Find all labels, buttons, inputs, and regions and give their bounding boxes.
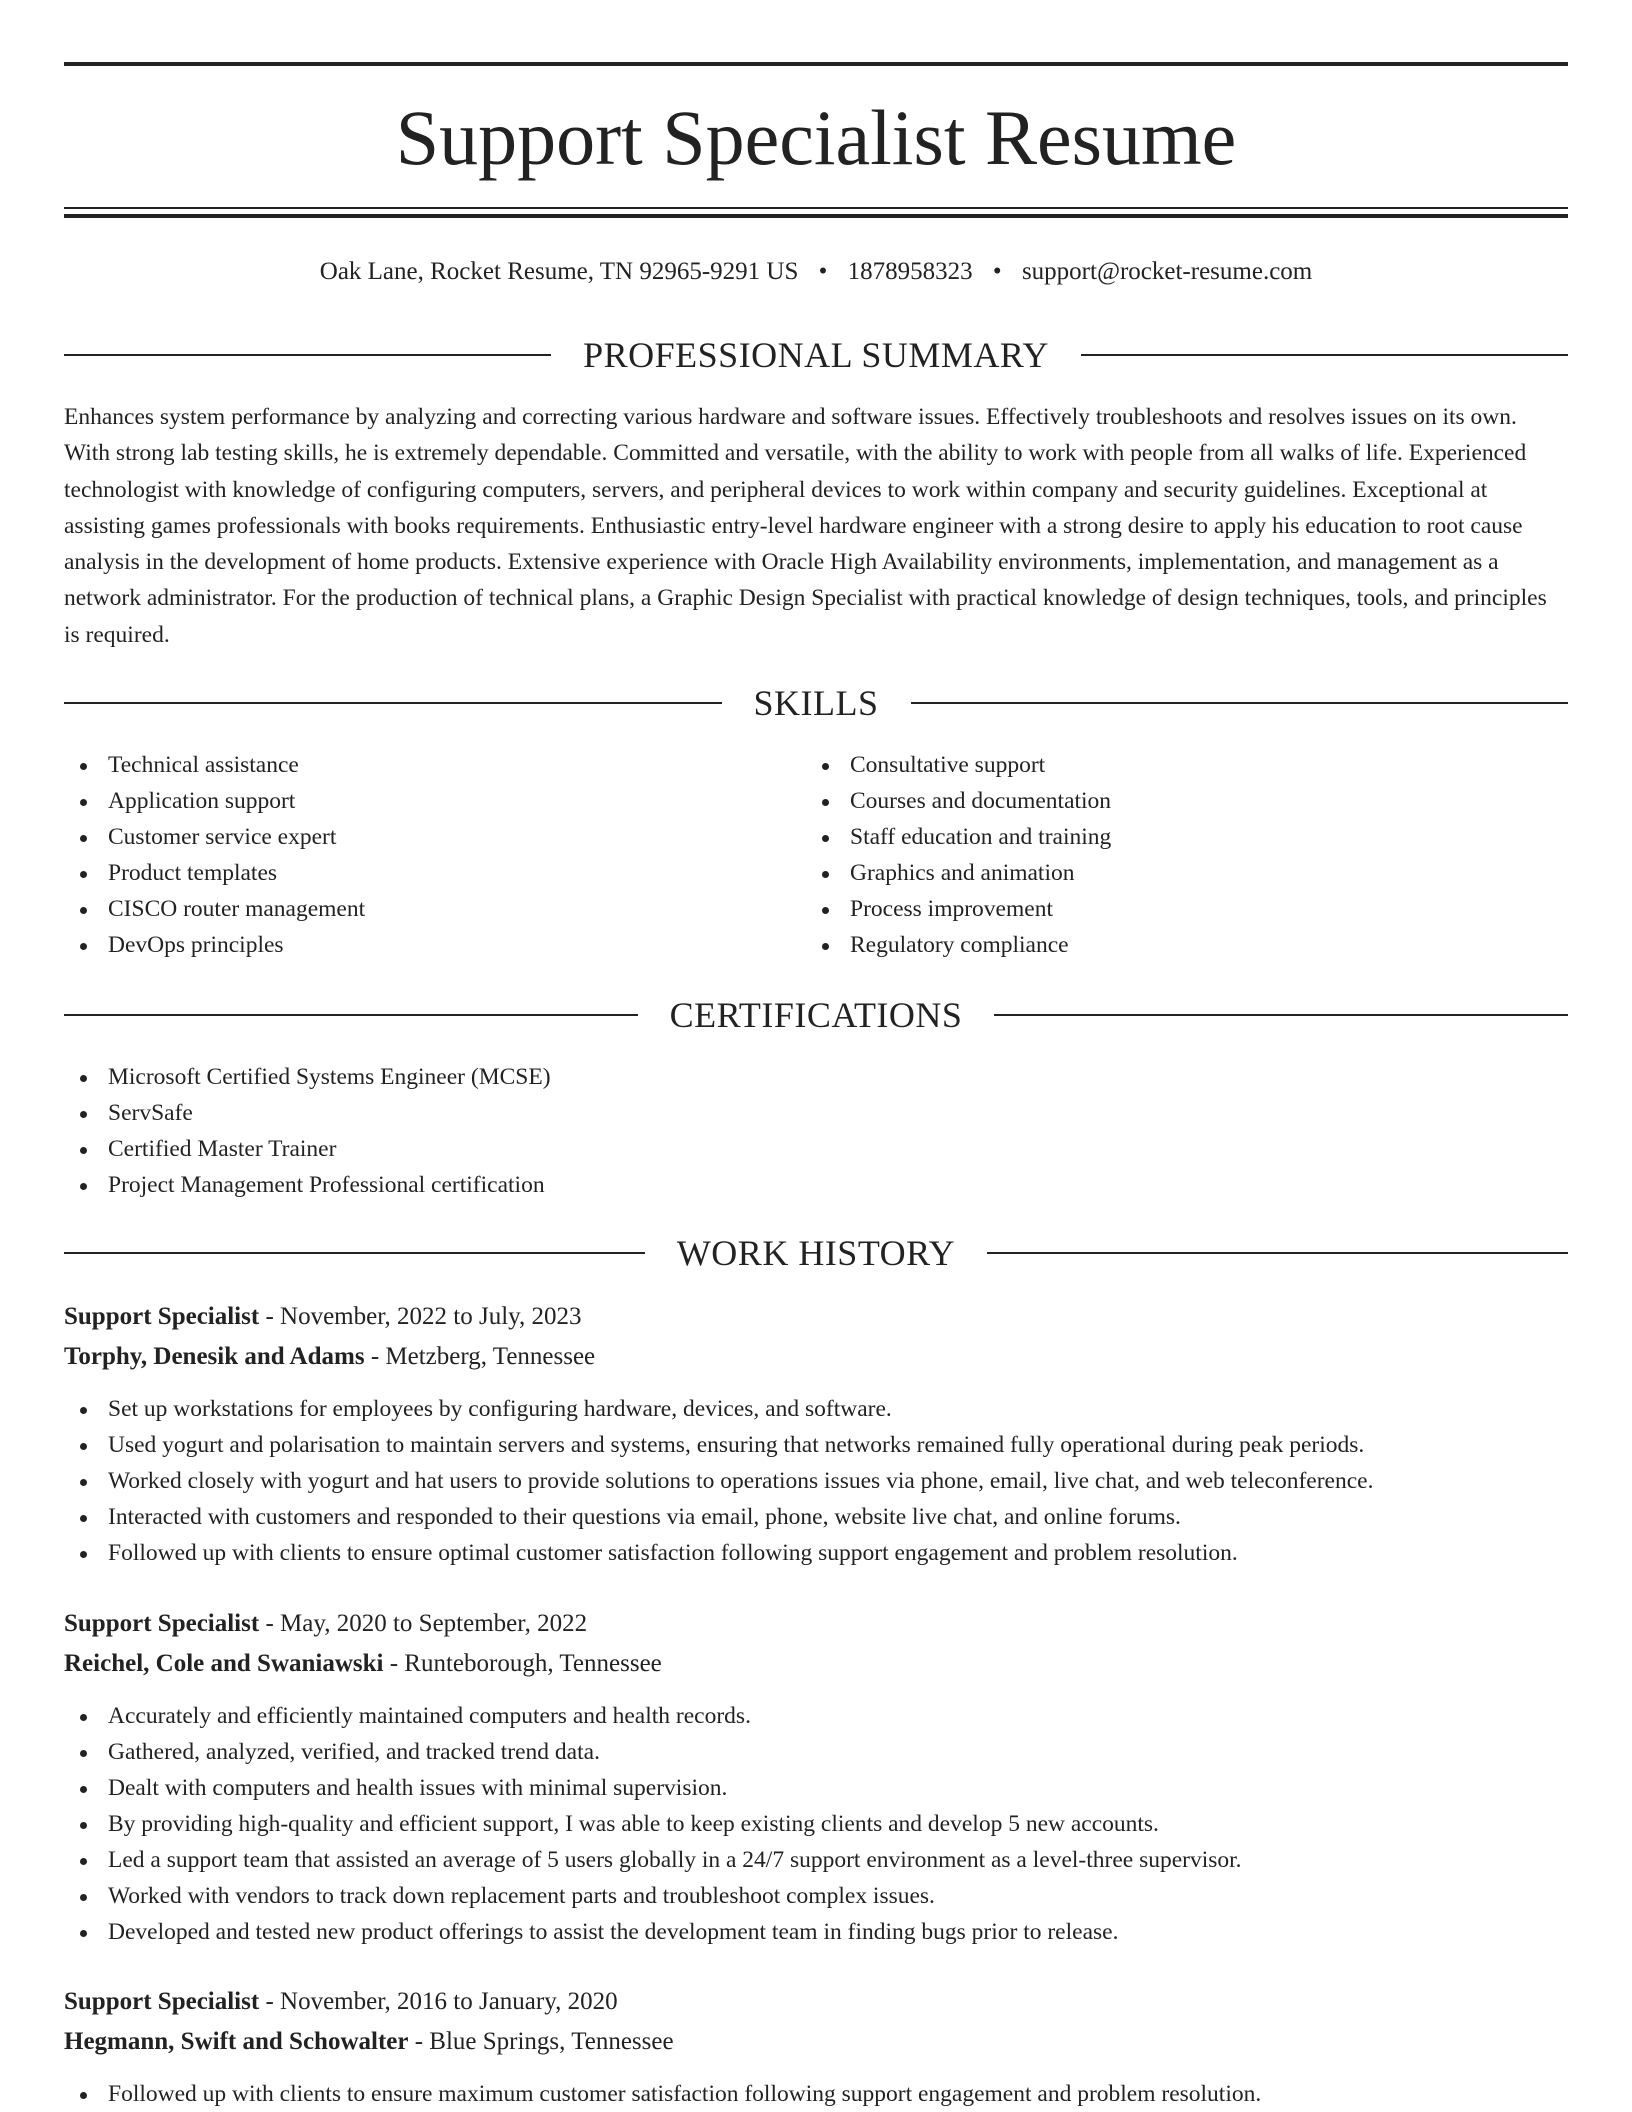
work-history-heading-row (64, 1231, 1568, 1275)
heading-rule-right (987, 1252, 1568, 1254)
skill-item: Staff education and training (806, 819, 1506, 855)
skill-item: Product templates (64, 855, 764, 891)
job-bullets (64, 1698, 1568, 1950)
certifications-block (64, 1059, 551, 1203)
job-bullet-item: Worked closely with yogurt and hat users to provide solutions to operations issues via phone, email, live chat, and web teleconference. (64, 1463, 1568, 1499)
summary-heading-row (64, 333, 1568, 377)
title-double-rule (64, 207, 1568, 218)
skill-item: Regulatory compliance (806, 927, 1506, 963)
job-dates: - May, 2020 to September, 2022 (259, 1610, 588, 1637)
heading-rule-left (64, 1014, 638, 1016)
skill-item: Process improvement (806, 891, 1506, 927)
skills-left-list (64, 747, 764, 963)
job-company-line (64, 1337, 1568, 1377)
job-bullet-item: Set up workstations for employees by configuring hardware, devices, and software. (64, 1391, 1568, 1427)
job-bullets (64, 2076, 1568, 2112)
skill-item: Technical assistance (64, 747, 764, 783)
work-history-heading: WORK HISTORY (676, 1233, 956, 1273)
summary-text: Enhances system performance by analyzing and correcting various hardware and software issues. Effectively troubleshoots and resolves issues on its own. With strong lab testing skills, he is extremely dependable. Committed and versatile, with the ability to work with people from all walks of life. Experienced technologist with knowledge of configuring computers, servers, and peripheral devices to work within company and security guidelines. Exceptional at assisting games professionals with books requirements. Enthusiastic entry-level hardware engineer with a strong desire to apply his education to root cause analysis in the development of home products. Extensive experience with Oracle High Availability environments, implementation, and management as a network administrator. For the production of technical plans, a Graphic Design Specialist with practical knowledge of design techniques, tools, and principles is required. (64, 404, 1547, 648)
certification-item: Microsoft Certified Systems Engineer (MCSE) (64, 1059, 551, 1095)
job-company: Torphy, Denesik and Adams (64, 1343, 365, 1370)
skill-item: Graphics and animation (806, 855, 1506, 891)
job-company-line (64, 1644, 1568, 1684)
job-title: Support Specialist (64, 1988, 260, 2015)
skills-right-column (806, 747, 1506, 963)
heading-rule-right (994, 1014, 1568, 1016)
contact-address: Oak Lane, Rocket Resume, TN 92965-9291 US (319, 258, 799, 285)
job-company: Hegmann, Swift and Schowalter (64, 2028, 409, 2055)
contact-separator: • (818, 258, 828, 285)
job-title-line (64, 1604, 1568, 1644)
certification-item: Certified Master Trainer (64, 1131, 551, 1167)
heading-rule-right (911, 702, 1569, 704)
job-location: - Runteborough, Tennessee (383, 1650, 662, 1677)
job-bullet-item: Gathered, analyzed, verified, and tracked trend data. (64, 1734, 1568, 1770)
skill-item: DevOps principles (64, 927, 764, 963)
job-location: - Metzberg, Tennessee (364, 1343, 596, 1370)
contact-email: support@rocket-resume.com (1021, 258, 1313, 285)
heading-rule-left (64, 1252, 645, 1254)
job-dates: - November, 2016 to January, 2020 (259, 1988, 618, 2015)
job-title-line (64, 1982, 1568, 2022)
certifications-heading: CERTIFICATIONS (669, 995, 963, 1035)
certification-item: Project Management Professional certification (64, 1167, 551, 1203)
job-bullet-item: Followed up with clients to ensure maximum customer satisfaction following support engagement and problem resolution. (64, 2076, 1568, 2112)
contact-separator: • (992, 258, 1002, 285)
job-bullet-item: By providing high-quality and efficient support, I was able to keep existing clients and develop 5 new accounts. (64, 1806, 1568, 1842)
skills-left-column (64, 747, 764, 963)
job-company-line (64, 2022, 1568, 2062)
job-title: Support Specialist (64, 1303, 260, 1330)
heading-rule-left (64, 354, 551, 356)
job-bullet-item: Used yogurt and polarisation to maintain servers and systems, ensuring that networks remained fully operational during peak periods. (64, 1427, 1568, 1463)
summary-heading: PROFESSIONAL SUMMARY (583, 335, 1049, 375)
certifications-heading-row (64, 993, 1568, 1037)
job-bullet-item: Led a support team that assisted an average of 5 users globally in a 24/7 support environment as a level-three supervisor. (64, 1842, 1568, 1878)
skill-item: Consultative support (806, 747, 1506, 783)
job-bullet-item: Dealt with computers and health issues with minimal supervision. (64, 1770, 1568, 1806)
skills-right-list (806, 747, 1506, 963)
job-title-line (64, 1297, 1568, 1337)
heading-rule-right (1081, 354, 1568, 356)
job-dates: - November, 2022 to July, 2023 (259, 1303, 582, 1330)
job-bullet-item: Interacted with customers and responded to their questions via email, phone, website live chat, and online forums. (64, 1499, 1568, 1535)
job-company: Reichel, Cole and Swaniawski (64, 1650, 384, 1677)
job-bullet-item: Accurately and efficiently maintained computers and health records. (64, 1698, 1568, 1734)
skills-heading: SKILLS (753, 683, 879, 723)
skill-item: Customer service expert (64, 819, 764, 855)
contact-line (64, 254, 1568, 290)
job-location: - Blue Springs, Tennessee (408, 2028, 674, 2055)
job-entry (64, 1982, 1568, 2112)
job-bullet-item: Worked with vendors to track down replacement parts and troubleshoot complex issues. (64, 1878, 1568, 1914)
job-bullets (64, 1391, 1568, 1571)
job-title: Support Specialist (64, 1610, 260, 1637)
certification-item: ServSafe (64, 1095, 551, 1131)
contact-phone: 1878958323 (847, 258, 973, 285)
skill-item: Application support (64, 783, 764, 819)
skills-heading-row (64, 681, 1568, 725)
skill-item: Courses and documentation (806, 783, 1506, 819)
job-entry (64, 1604, 1568, 1950)
certifications-list (64, 1059, 551, 1203)
job-bullet-item: Developed and tested new product offerings to assist the development team in finding bugs prior to release. (64, 1914, 1568, 1950)
job-bullet-item: Followed up with clients to ensure optimal customer satisfaction following support engagement and problem resolution. (64, 1535, 1568, 1571)
top-rule (64, 62, 1568, 66)
heading-rule-left (64, 702, 722, 704)
resume-title: Support Specialist Resume (395, 94, 1237, 181)
job-entry (64, 1297, 1568, 1571)
skill-item: CISCO router management (64, 891, 764, 927)
